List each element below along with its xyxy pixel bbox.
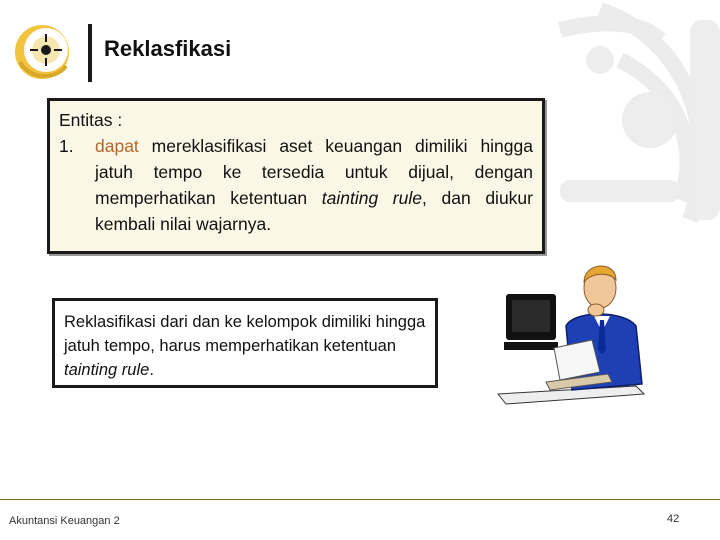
note-text-part-b: . <box>149 361 154 379</box>
list-item-text <box>95 133 533 237</box>
list-item-number: 1. <box>59 136 74 156</box>
reclassification-note-box <box>52 298 438 388</box>
slide-title: Reklasfikasi <box>104 36 232 61</box>
title-divider <box>88 24 92 82</box>
footer-course-name: Akuntansi Keuangan 2 <box>9 515 120 527</box>
note-emphasis: tainting rule <box>64 361 150 379</box>
page-number: 42 <box>667 513 680 525</box>
footer-divider <box>0 499 720 500</box>
note-text-part-a: Reklasifikasi dari dan ke kelompok dimiliki hingga jatuh tempo, harus memperhatikan ketentuan <box>64 313 426 355</box>
highlight-word: dapat <box>95 136 139 156</box>
university-logo-icon <box>12 22 72 82</box>
box-intro: Entitas : <box>59 110 123 130</box>
list-item <box>59 133 533 237</box>
entity-statement-box <box>47 98 545 254</box>
item-text-part-a: mereklasifikasi aset keuangan dimiliki hingga jatuh tempo ke tersedia untuk dijual, dengan memperhatikan ketentuan <box>95 136 533 208</box>
businessman-illustration-icon <box>496 254 646 406</box>
item-text-part-b: , dan diukur kembali nilai wajarnya. <box>95 188 533 234</box>
item-emphasis: tainting rule <box>321 188 422 208</box>
